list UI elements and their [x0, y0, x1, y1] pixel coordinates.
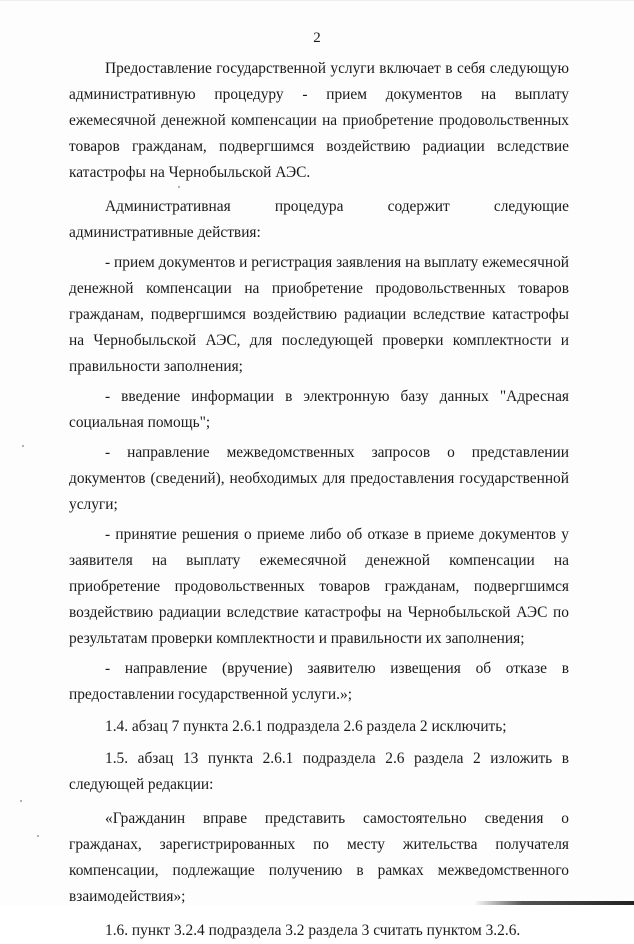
quoted-amendment-text: «Гражданин вправе представить самостоятельно сведения о гражданах, зарегистрированных по месту жительства получателя компенсации, подлежащие получению в рамках межведомственного взаимодействия»; — [69, 810, 569, 905]
amendment-1-4: 1.4. абзац 7 пункта 2.6.1 подраздела 2.6 раздела 2 исключить; — [105, 718, 507, 735]
document-body — [69, 56, 569, 944]
scan-speck — [37, 835, 39, 837]
scan-bottom-shadow — [474, 901, 634, 905]
list-item-decision: - принятие решения о приеме либо об отказе в приеме документов у заявителя на выплату ежемесячной денежной компенсации на приобретение продовольственных товаров гражданам, подвергшимся воздействию радиации вследствие катастрофы на Чернобыльской АЭС по результатам проверки комплектности и правильности их заполнения; — [69, 526, 569, 647]
list-item-interagency-requests: - направление межведомственных запросов о представлении документов (сведений), необходимых для предоставления государственной услуги; — [69, 444, 569, 513]
paragraph-procedure-intro: Предоставление государственной услуги включает в себя следующую административную процедуру - прием документов на выплату ежемесячной денежной компенсации на приобретение продовольственных товаров гражданам, подвергшимся воздействию радиации вследствие катастрофы на Чернобыльской АЭС. — [69, 60, 569, 181]
list-item-refusal-notice: - направление (вручение) заявителю извещения об отказе в предоставлении государственной услуги.»; — [69, 660, 569, 703]
scan-edge-mark — [0, 0, 634, 1]
scan-speck — [20, 800, 22, 802]
list-item-database-entry: - введение информации в электронную базу данных "Адресная социальная помощь"; — [69, 388, 569, 431]
paragraph-actions-intro: Административная процедура содержит следующие административные действия: — [69, 198, 569, 241]
list-item-document-intake: - прием документов и регистрация заявления на выплату ежемесячной денежной компенсации на приобретение продовольственных товаров гражданам, подвергшимся воздействию радиации вследствие катастрофы на Чернобыльской АЭС, для последующей проверки комплектности и правильности заполнения; — [69, 254, 569, 375]
scan-speck — [22, 445, 24, 447]
page-number: 2 — [313, 30, 321, 46]
amendment-1-5: 1.5. абзац 13 пункта 2.6.1 подраздела 2.6 раздела 2 изложить в следующей редакции: — [69, 750, 569, 793]
amendment-1-6: 1.6. пункт 3.2.4 подраздела 3.2 раздела 3 считать пунктом 3.2.6. — [105, 922, 521, 939]
scan-speck — [178, 186, 180, 188]
